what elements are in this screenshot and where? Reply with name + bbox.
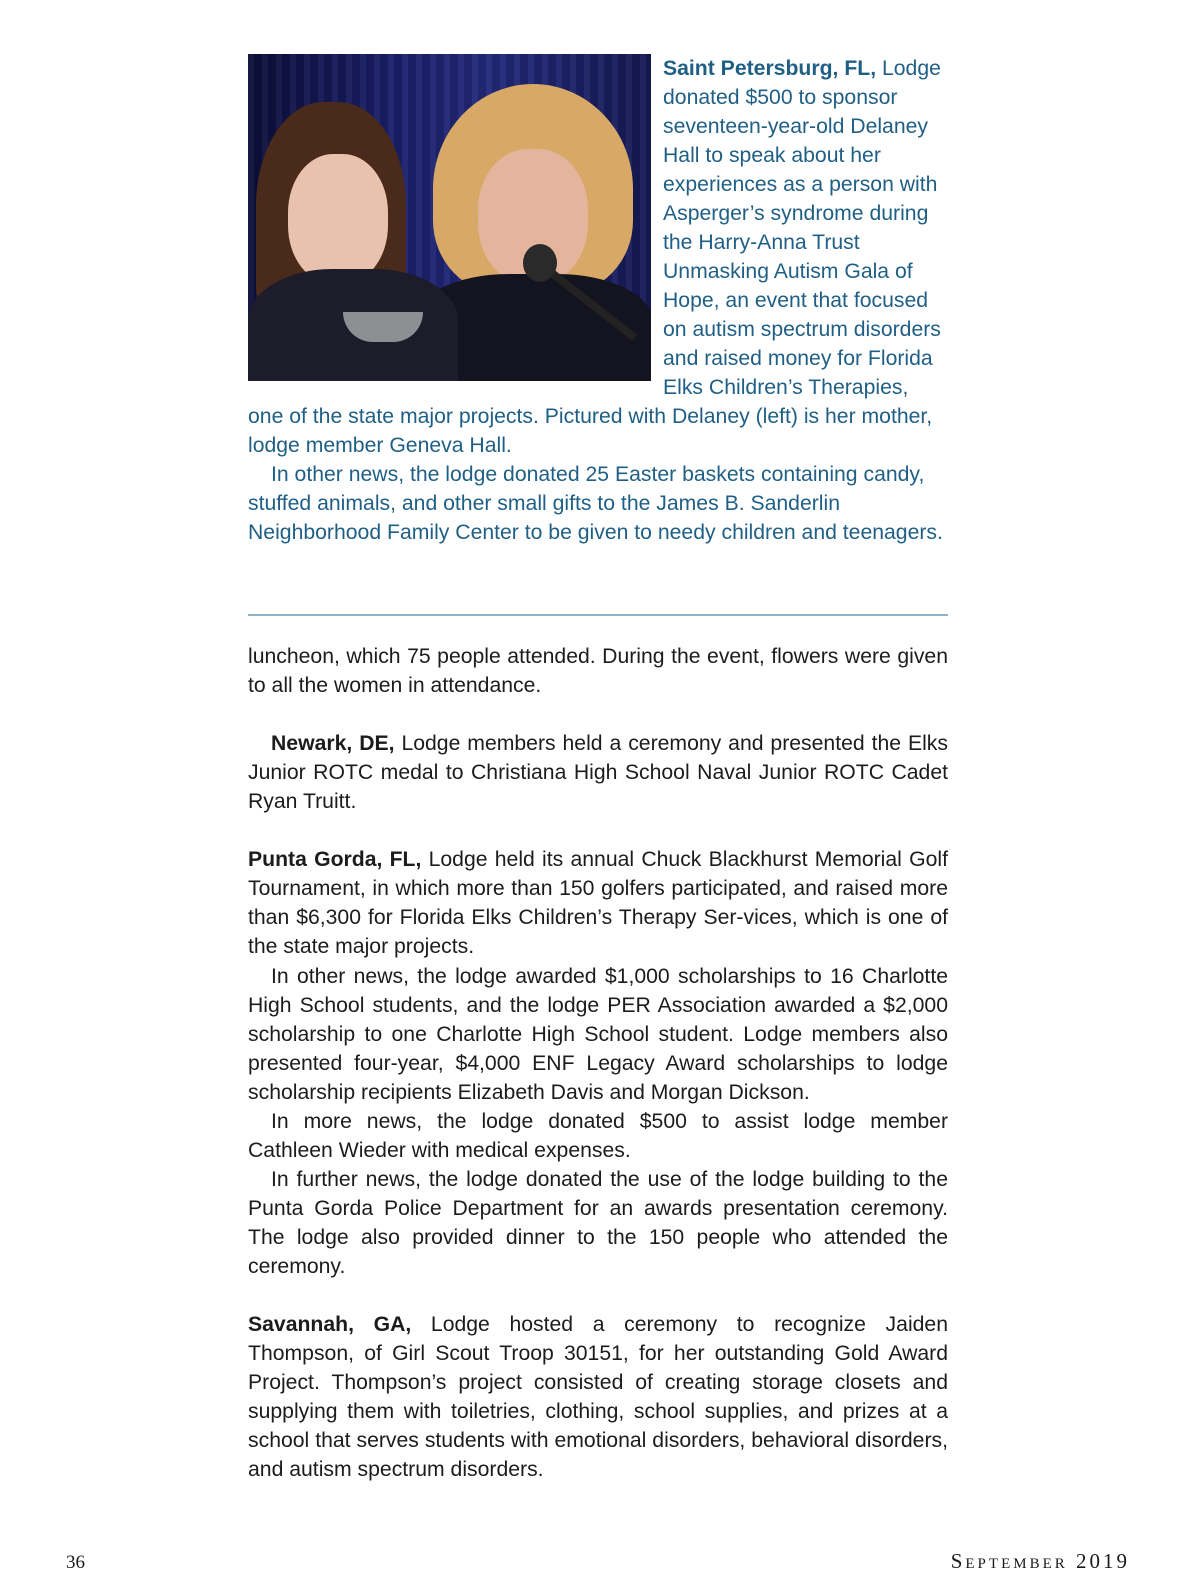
issue-date: September 2019	[950, 1549, 1130, 1573]
feature-text-1: Lodge donated $500 to sponsor seventeen-year-old Delaney Hall to speak about her experiences as a person with Asperger’s syndrome during the Harry-Anna Trust Unmasking Autism Gala of Hope, an event that focused on autism spectrum disorders and raised money for Florida Elks Children’s Therapies, one of the state major projects. Pictured with Delaney (left) is her mother, lodge member Geneva Hall.	[248, 57, 941, 457]
feature-photo	[248, 54, 651, 381]
newark-location: Newark, DE,	[271, 732, 395, 756]
section-divider	[248, 614, 948, 616]
daughter-figure-face	[288, 154, 388, 284]
microphone-icon	[523, 244, 557, 282]
page-number: 36	[66, 1552, 85, 1573]
savannah-paragraph	[248, 1310, 948, 1484]
feature-location: Saint Petersburg, FL,	[663, 57, 877, 80]
savannah-text: Lodge hosted a ceremony to recognize Jaiden Thompson, of Girl Scout Troop 30151, for her outstanding Gold Award Project. Thompson’s project consisted of creating storage closets and supplying them with toiletries, clothing, school supplies, and prizes at a school that serves students with emotional disorders, behavioral disorders, and autism spectrum disorders.	[248, 1313, 948, 1482]
feature-story	[248, 54, 948, 547]
punta-gorda-text: Lodge held its annual Chuck Blackhurst Memorial Golf Tournament, in which more than 150 golfers participated, and raised more than $6,300 for Florida Elks Children’s Therapy Ser-vices, which is one of the state major projects.	[248, 848, 948, 959]
punta-gorda-paragraph-3: In more news, the lodge donated $500 to assist lodge member Cathleen Wieder with medical expenses.	[248, 1109, 948, 1162]
intro-paragraph: luncheon, which 75 people attended. During the event, flowers were given to all the women in attendance.	[248, 645, 948, 698]
punta-gorda-paragraph-4: In further news, the lodge donated the use of the lodge building to the Punta Gorda Police Department for an awards presentation ceremony. The lodge also provided dinner to the 150 people who attended the ceremony.	[248, 1167, 948, 1278]
punta-gorda-location: Punta Gorda, FL,	[248, 848, 422, 872]
newark-paragraph	[248, 729, 948, 816]
savannah-location: Savannah, GA,	[248, 1313, 412, 1337]
article-body	[248, 642, 948, 1484]
punta-gorda-paragraph	[248, 845, 948, 961]
newark-text: Lodge members held a ceremony and presented the Elks Junior ROTC medal to Christiana High School Naval Junior ROTC Cadet Ryan Truitt.	[248, 732, 948, 814]
feature-paragraph-2: In other news, the lodge donated 25 Easter baskets containing candy, stuffed animals, and other small gifts to the James B. Sanderlin Neighborhood Family Center to be given to needy children and teenagers.	[248, 463, 943, 544]
punta-gorda-paragraph-2: In other news, the lodge awarded $1,000 scholarships to 16 Charlotte High School students, and the lodge PER Association awarded a $2,000 scholarship to one Charlotte High School student. Lodge members also presented four-year, $4,000 ENF Legacy Award scholarships to lodge scholarship recipients Elizabeth Davis and Morgan Dickson.	[248, 964, 948, 1104]
